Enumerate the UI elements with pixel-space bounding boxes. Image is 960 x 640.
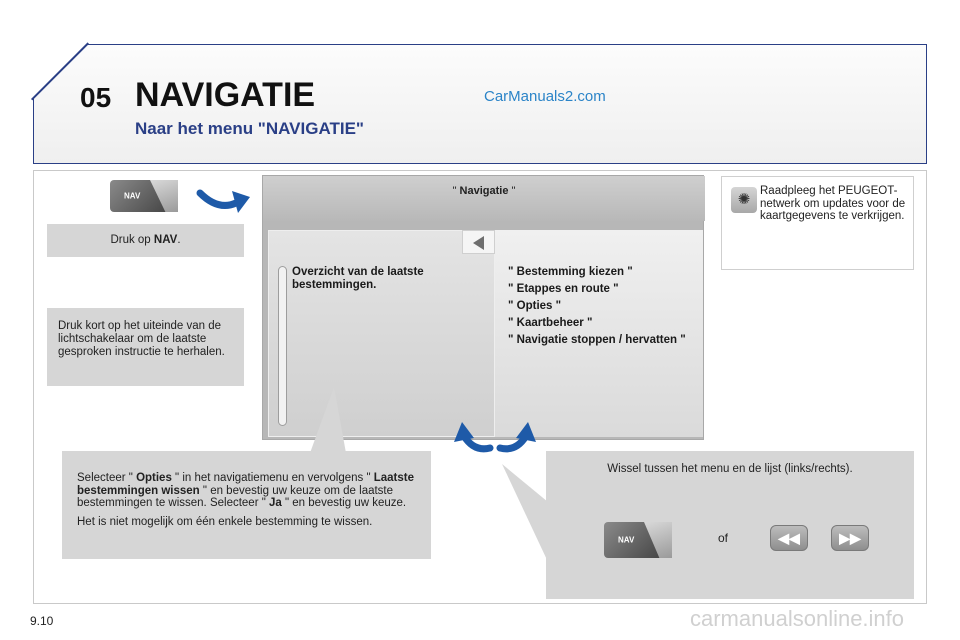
tip-box (721, 176, 914, 270)
curved-arrow-icon (196, 183, 252, 217)
callout-paragraph-1: Selecteer " Opties " in het navigatiemenu en vervolgens " Laatste bestemmingen wissen " en bevestig uw keuze om de laatste bestemmingen te wissen. Selecteer " Ja " en bevestig uw keuze. (77, 472, 415, 509)
section-subtitle: Naar het menu "NAVIGATIE" (135, 119, 364, 138)
chapter-title: NAVIGATIE (135, 76, 316, 114)
menu-item-stop-resume[interactable]: " Navigatie stoppen / hervatten " (508, 334, 686, 346)
step1-text-bold: NAV (153, 234, 178, 246)
chapter-number: 05 (80, 82, 112, 113)
header-watermark: CarManuals2.com (484, 88, 606, 105)
step1-text-suffix: . (177, 234, 181, 246)
back-button[interactable] (462, 230, 495, 254)
nav-key-illustration (110, 180, 178, 212)
step1-text-prefix: Druk op (110, 234, 154, 246)
switch-left-arrow-icon (452, 418, 494, 454)
recent-destinations-label: Overzicht van de laatste bestemmingen. (292, 266, 424, 291)
footer-watermark: carmanualsonline.info (690, 606, 905, 631)
callout-paragraph-2: Het is niet mogelijk om één enkele bestemming te wissen. (77, 515, 373, 528)
switch-right-arrow-icon (496, 418, 538, 454)
step1-instruction (47, 224, 244, 257)
menu-item-stages-route[interactable]: " Etappes en route " (508, 283, 619, 295)
rewind-icon: ◀◀ (770, 525, 808, 551)
nav-key-label: NAV (124, 191, 141, 201)
fast-forward-icon: ▶▶ (831, 525, 869, 551)
menu-item-destination[interactable]: " Bestemming kiezen " (508, 266, 633, 278)
callout-pointer-right (500, 462, 550, 562)
menu-item-options[interactable]: " Opties " (508, 300, 562, 312)
switch-pane-callout (546, 451, 914, 599)
scrollbar[interactable] (278, 266, 287, 426)
bulb-icon: ✺ (731, 187, 757, 213)
nav-key-illustration-2 (604, 522, 672, 558)
step2-instruction (47, 308, 244, 386)
callout-pointer (290, 385, 350, 455)
step2-text: Druk kort op het uiteinde van de lichtschakelaar om de laatste gesproken instructie te herhalen. (58, 320, 225, 358)
clear-destinations-callout (62, 451, 431, 559)
navigation-menu (508, 266, 698, 351)
menu-item-map-management[interactable]: " Kaartbeheer " (508, 317, 593, 329)
page-number: 9.10 (30, 614, 54, 628)
screen-title: " Navigatie " (263, 176, 705, 221)
tip-text: Raadpleeg het PEUGEOT-netwerk om updates voor de kaartgegevens te verkrijgen. (760, 185, 906, 222)
switch-pane-text: Wissel tussen het menu en de lijst (links/rechts). (607, 463, 853, 475)
back-arrow-icon (473, 236, 484, 250)
screen-title-text: Navigatie (459, 185, 509, 197)
nav-key-label-2: NAV (618, 535, 635, 545)
or-label: of (718, 531, 729, 545)
